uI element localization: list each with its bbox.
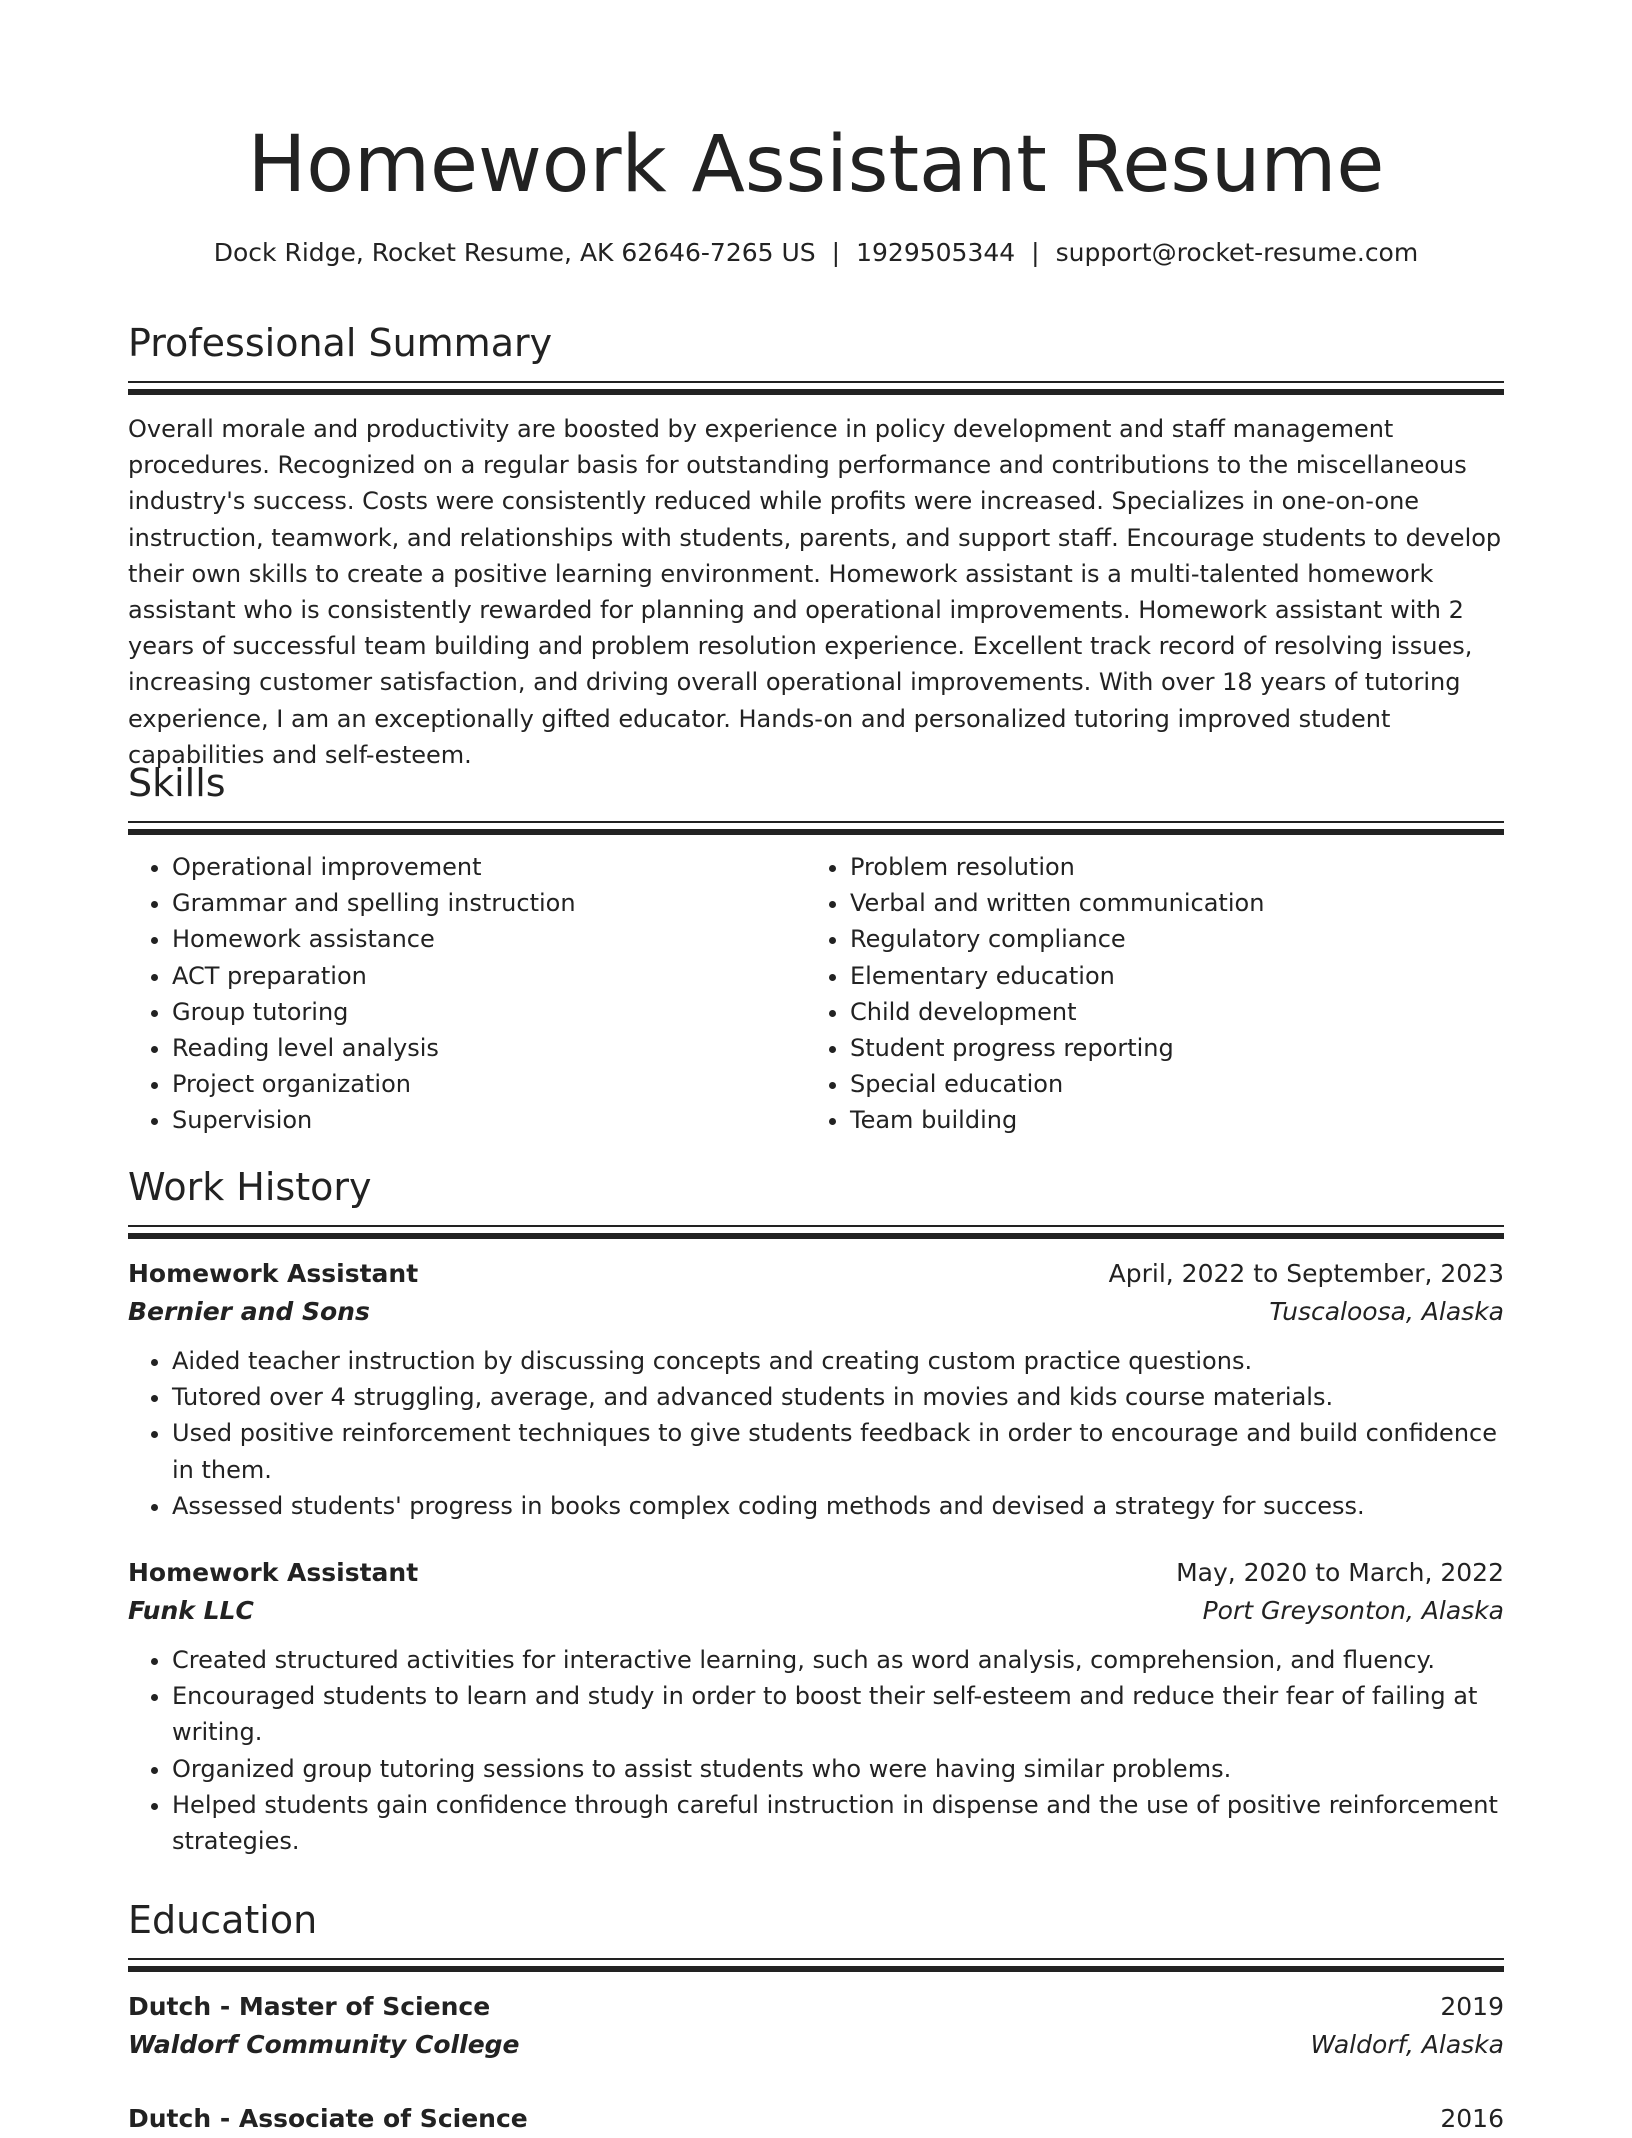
section-divider-thick (128, 829, 1504, 835)
education-degree: Dutch - Associate of Science (128, 2104, 528, 2133)
job-bullet: • Created structured activities for interactive learning, such as word analysis, comprehension, and fluency. (172, 1642, 1504, 1678)
job-title: Homework Assistant (128, 1259, 419, 1288)
section-divider (128, 1225, 1504, 1227)
job-dates: April, 2022 to September, 2023 (1108, 1259, 1504, 1288)
skills-section (128, 757, 1504, 1139)
skill-item: • Grammar and spelling instruction (172, 885, 806, 921)
job-bullet: • Helped students gain confidence through careful instruction in dispense and the use of positive reinforcement strategies. (172, 1787, 1504, 1859)
skill-item: • Operational improvement (172, 849, 806, 885)
contact-line (128, 238, 1504, 267)
job-bullet: • Organized group tutoring sessions to assist students who were having similar problems. (172, 1751, 1504, 1787)
contact-address: Dock Ridge, Rocket Resume, AK 62646-7265 US (213, 238, 816, 267)
job-location: Tuscaloosa, Alaska (1269, 1297, 1504, 1326)
section-divider (128, 821, 1504, 823)
education-location: Waldorf, Alaska (1310, 2030, 1504, 2059)
education-degree: Dutch - Master of Science (128, 1992, 491, 2021)
education-year: 2016 (1440, 2104, 1504, 2133)
skill-item: • Problem resolution (850, 849, 1484, 885)
contact-email: support@rocket-resume.com (1055, 238, 1419, 267)
education-school: Waldorf Community College (128, 2030, 520, 2059)
skill-item: • Team building (850, 1102, 1484, 1138)
skills-heading: Skills (128, 761, 226, 805)
job-dates: May, 2020 to March, 2022 (1176, 1558, 1504, 1588)
contact-separator: | (1031, 238, 1040, 267)
job-location: Port Greysonton, Alaska (1202, 1596, 1504, 1626)
section-divider (128, 1958, 1504, 1960)
job-title: Homework Assistant (128, 1558, 419, 1588)
section-divider-thick (128, 389, 1504, 395)
education-section (128, 1894, 1504, 2138)
skill-item: • Student progress reporting (850, 1030, 1484, 1066)
job-bullet: • Aided teacher instruction by discussing concepts and creating custom practice questions. (172, 1343, 1504, 1379)
contact-separator: | (831, 238, 841, 267)
skill-item: • Child development (850, 994, 1484, 1030)
work-history-heading: Work History (128, 1165, 372, 1209)
skill-item: • Special education (850, 1066, 1484, 1102)
skill-item: • Supervision (172, 1102, 806, 1138)
skill-item: • Verbal and written communication (850, 885, 1484, 921)
skills-columns (128, 849, 1504, 1139)
skill-item: • Regulatory compliance (850, 921, 1484, 957)
skills-list-right (806, 849, 1484, 1139)
section-divider-thick (128, 1233, 1504, 1239)
job-bullet: • Used positive reinforcement techniques to give students feedback in order to encourage and build confidence in them. (172, 1415, 1504, 1487)
skill-item: • Group tutoring (172, 994, 806, 1030)
job-bullets (128, 1343, 1504, 1524)
job-entry (128, 1255, 1504, 1524)
summary-section (128, 317, 1504, 773)
summary-heading: Professional Summary (128, 321, 553, 365)
job-bullet: • Encouraged students to learn and study in order to boost their self-esteem and reduce their fear of failing at writing. (172, 1678, 1504, 1750)
skill-item: • ACT preparation (172, 958, 806, 994)
skill-item: • Reading level analysis (172, 1030, 806, 1066)
job-bullet: • Assessed students' progress in books complex coding methods and devised a strategy for success. (172, 1488, 1504, 1524)
education-entry (128, 1988, 1504, 2064)
job-company: Bernier and Sons (128, 1297, 370, 1326)
resume-title: Homework Assistant Resume (247, 120, 1385, 210)
job-company: Funk LLC (128, 1596, 254, 1626)
job-bullets (128, 1642, 1504, 1859)
skills-list-left (128, 849, 806, 1139)
work-history-section (128, 1161, 1504, 1859)
summary-text: Overall morale and productivity are boosted by experience in policy development and staff management procedures. Recognized on a regular basis for outstanding performance and contributions to the miscellaneous industry's success. Costs were consistently reduced while profits were increased. Specializes in one-on-one instruction, teamwork, and relationships with students, parents, and support staff. Encourage students to develop their own skills to create a positive learning environment. Homework assistant is a multi-talented homework assistant who is consistently rewarded for planning and operational improvements. Homework assistant with 2 years of successful team building and problem resolution experience. Excellent track record of resolving issues, increasing customer satisfaction, and driving overall operational improvements. With over 18 years of tutoring experience, I am an exceptionally gifted educator. Hands-on and personalized tutoring improved student capabilities and self-esteem. (128, 415, 1502, 769)
skill-item: • Project organization (172, 1066, 806, 1102)
contact-phone: 1929505344 (856, 238, 1016, 267)
education-entry (128, 2100, 1504, 2138)
section-divider-thick (128, 1966, 1504, 1972)
section-divider (128, 381, 1504, 383)
skill-item: • Homework assistance (172, 921, 806, 957)
job-bullet: • Tutored over 4 struggling, average, and advanced students in movies and kids course materials. (172, 1379, 1504, 1415)
skill-item: • Elementary education (850, 958, 1484, 994)
education-heading: Education (128, 1898, 318, 1942)
education-year: 2019 (1440, 1992, 1504, 2021)
job-entry (128, 1554, 1504, 1859)
